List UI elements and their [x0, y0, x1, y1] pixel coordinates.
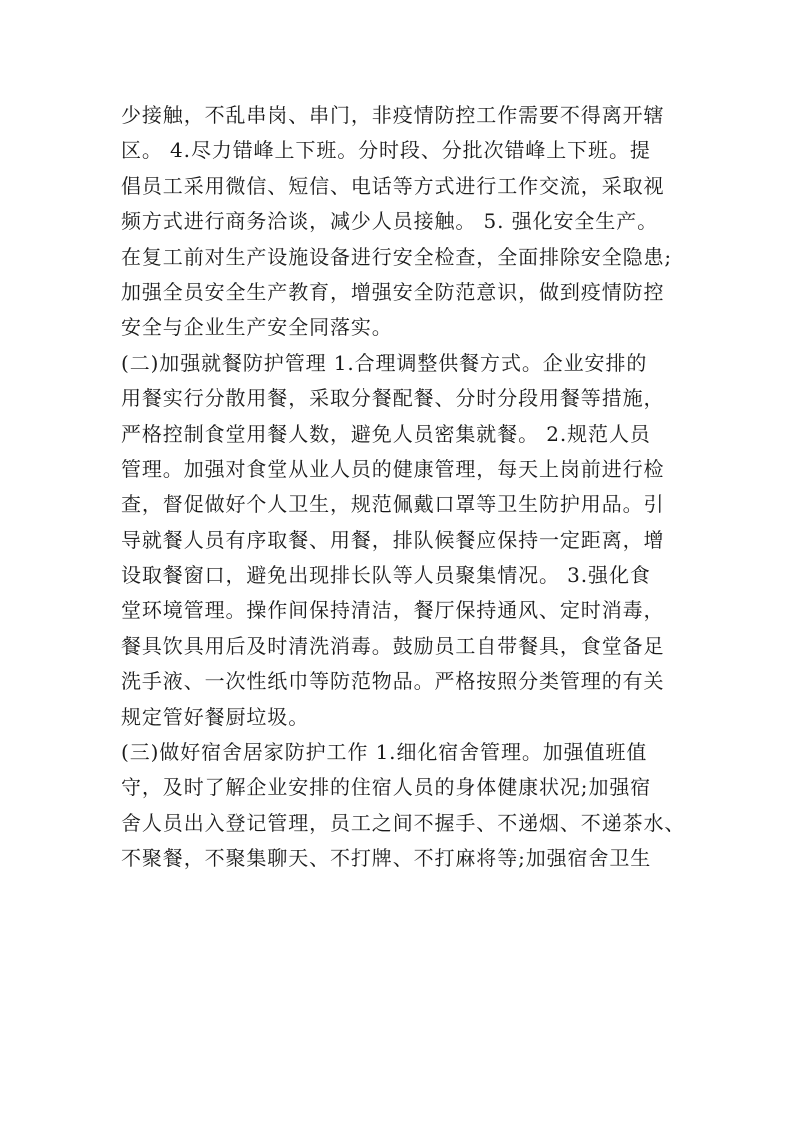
text-line: 区。 4.尽力错峰上下班。分时段、分批次错峰上下班。提 — [121, 138, 651, 163]
text-line: 导就餐人员有序取餐、用餐，排队候餐应保持一定距离，增 — [121, 527, 665, 552]
text-line: 严格控制食堂用餐人数，避免人员密集就餐。 2.规范人员 — [121, 421, 651, 446]
section-heading-line: (二)加强就餐防护管理 1.合理调整供餐方式。企业安排的 — [121, 350, 648, 375]
text-line: 安全与企业生产安全同落实。 — [121, 315, 393, 340]
text-line: 在复工前对生产设施设备进行安全检查，全面排除安全隐患; — [121, 244, 673, 269]
text-line: 餐具饮具用后及时清洗消毒。鼓励员工自带餐具，食堂备足 — [121, 633, 665, 658]
document-body — [121, 98, 686, 877]
text-line: 倡员工采用微信、短信、电话等方式进行工作交流，采取视 — [121, 173, 665, 198]
text-line: 查，督促做好个人卫生，规范佩戴口罩等卫生防护用品。引 — [121, 492, 665, 517]
section-heading-line: (三)做好宿舍居家防护工作 1.细化宿舍管理。加强值班值 — [121, 740, 648, 765]
text-line: 堂环境管理。操作间保持清洁，餐厅保持通风、定时消毒， — [121, 598, 665, 623]
text-line: 舍人员出入登记管理，员工之间不握手、不递烟、不递茶水、 — [121, 810, 686, 835]
text-line: 频方式进行商务洽谈，减少人员接触。 5. 强化安全生产。 — [121, 209, 658, 234]
text-line: 管理。加强对食堂从业人员的健康管理，每天上岗前进行检 — [121, 456, 665, 481]
text-line: 规定管好餐厨垃圾。 — [121, 704, 310, 729]
text-line: 加强全员安全生产教育，增强安全防范意识，做到疫情防控 — [121, 279, 665, 304]
text-line: 守，及时了解企业安排的住宿人员的身体健康状况;加强宿 — [121, 775, 652, 800]
text-line: 少接触，不乱串岗、串门，非疫情防控工作需要不得离开辖 — [121, 103, 665, 127]
text-line: 设取餐窗口，避免出现排长队等人员聚集情况。 3.强化食 — [121, 563, 651, 588]
text-line: 洗手液、一次性纸巾等防范物品。严格按照分类管理的有关 — [121, 669, 665, 694]
text-line: 用餐实行分散用餐，采取分餐配餐、分时分段用餐等措施， — [121, 386, 665, 411]
text-line: 不聚餐，不聚集聊天、不打牌、不打麻将等;加强宿舍卫生 — [121, 846, 652, 871]
